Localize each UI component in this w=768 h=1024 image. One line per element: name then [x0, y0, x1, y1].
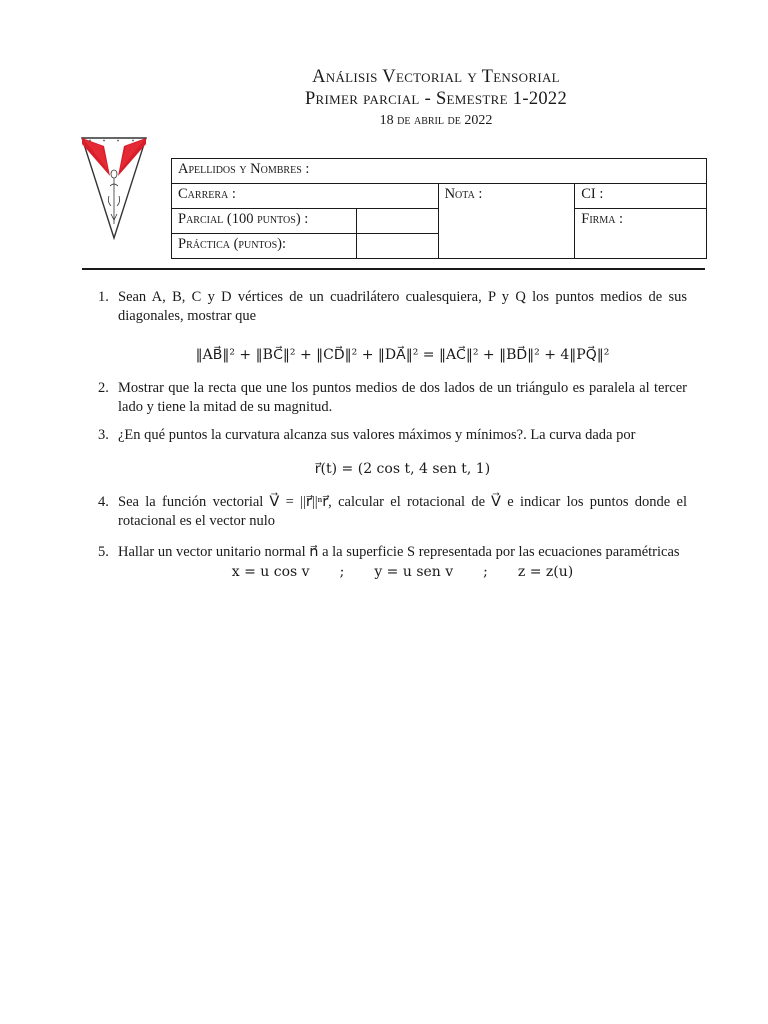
- problem-number: 5.: [98, 544, 109, 560]
- problem-list: [92, 288, 687, 582]
- exam-date: 18 de abril de 2022: [379, 113, 493, 128]
- equation-z: z = z(u): [517, 564, 574, 580]
- problem-text: Sea la función vectorial V⃗ = ||r⃗||ⁿr⃗, calcular el rotacional de V⃗ e indicar los puntos donde el rotacional es el vector nulo: [118, 494, 687, 529]
- header-divider: [82, 268, 705, 270]
- equation-x: x = u cos v: [231, 564, 310, 580]
- problem-text: Sean A, B, C y D vértices de un cuadrilátero cualesquiera, P y Q los puntos medios de sus diagonales, mostrar que: [118, 289, 687, 324]
- problem-text: Mostrar que la recta que une los puntos medios de dos lados de un triángulo es paralela al tercer lado y tiene la mitad de su magnitud.: [118, 380, 687, 415]
- partial-score-label: Parcial (100 puntos) :: [178, 211, 309, 227]
- problem-text: ¿En qué puntos la curvatura alcanza sus valores máximos y mínimos?. La curva dada por: [118, 427, 636, 443]
- problem-equation: r⃗(t) = (2 cos t, 4 sen t, 1): [314, 461, 491, 477]
- signature-label: Firma :: [581, 211, 624, 227]
- problem-item: [92, 379, 687, 417]
- problem-number: 1.: [98, 289, 109, 305]
- equation-y: y = u sen v: [374, 564, 454, 580]
- university-shield-logo: [80, 136, 148, 240]
- grade-field[interactable]: [438, 184, 575, 259]
- ci-label: CI :: [581, 186, 604, 202]
- practice-score-label-cell: [172, 234, 357, 259]
- practice-score-label: Práctica (puntos):: [178, 236, 286, 252]
- problem-item: [92, 543, 687, 582]
- signature-field[interactable]: [575, 209, 707, 259]
- practice-score-field[interactable]: [356, 234, 438, 259]
- problem-item: [92, 426, 687, 479]
- partial-score-field[interactable]: [356, 209, 438, 234]
- grade-label: Nota :: [444, 186, 483, 202]
- problem-number: 4.: [98, 494, 109, 510]
- career-label: Carrera :: [178, 186, 236, 202]
- career-field[interactable]: [172, 184, 439, 209]
- equation-separator: ;: [483, 564, 488, 580]
- ci-field[interactable]: [575, 184, 707, 209]
- partial-score-label-cell: [172, 209, 357, 234]
- problem-item: [92, 288, 687, 365]
- student-name-label: Apellidos y Nombres :: [178, 161, 310, 177]
- problem-item: [92, 493, 687, 531]
- student-name-field[interactable]: [172, 159, 707, 184]
- problem-equation: ‖AB⃗‖² + ‖BC⃗‖² + ‖CD⃗‖² + ‖DA⃗‖² = ‖AC⃗‖² + ‖BD⃗‖² + 4‖PQ⃗‖²: [195, 347, 610, 363]
- problem-number: 3.: [98, 427, 109, 443]
- equation-separator: ;: [339, 564, 345, 580]
- exam-subtitle: Primer parcial - Semestre 1-2022: [304, 89, 568, 109]
- student-info-table: [171, 158, 707, 259]
- problem-number: 2.: [98, 380, 109, 396]
- problem-text: Hallar un vector unitario normal n⃗ a la superficie S representada por las ecuaciones paramétricas: [118, 544, 680, 560]
- exam-title: Análisis Vectorial y Tensorial: [312, 67, 560, 87]
- exam-header: [0, 66, 768, 131]
- parametric-equations: [118, 563, 687, 582]
